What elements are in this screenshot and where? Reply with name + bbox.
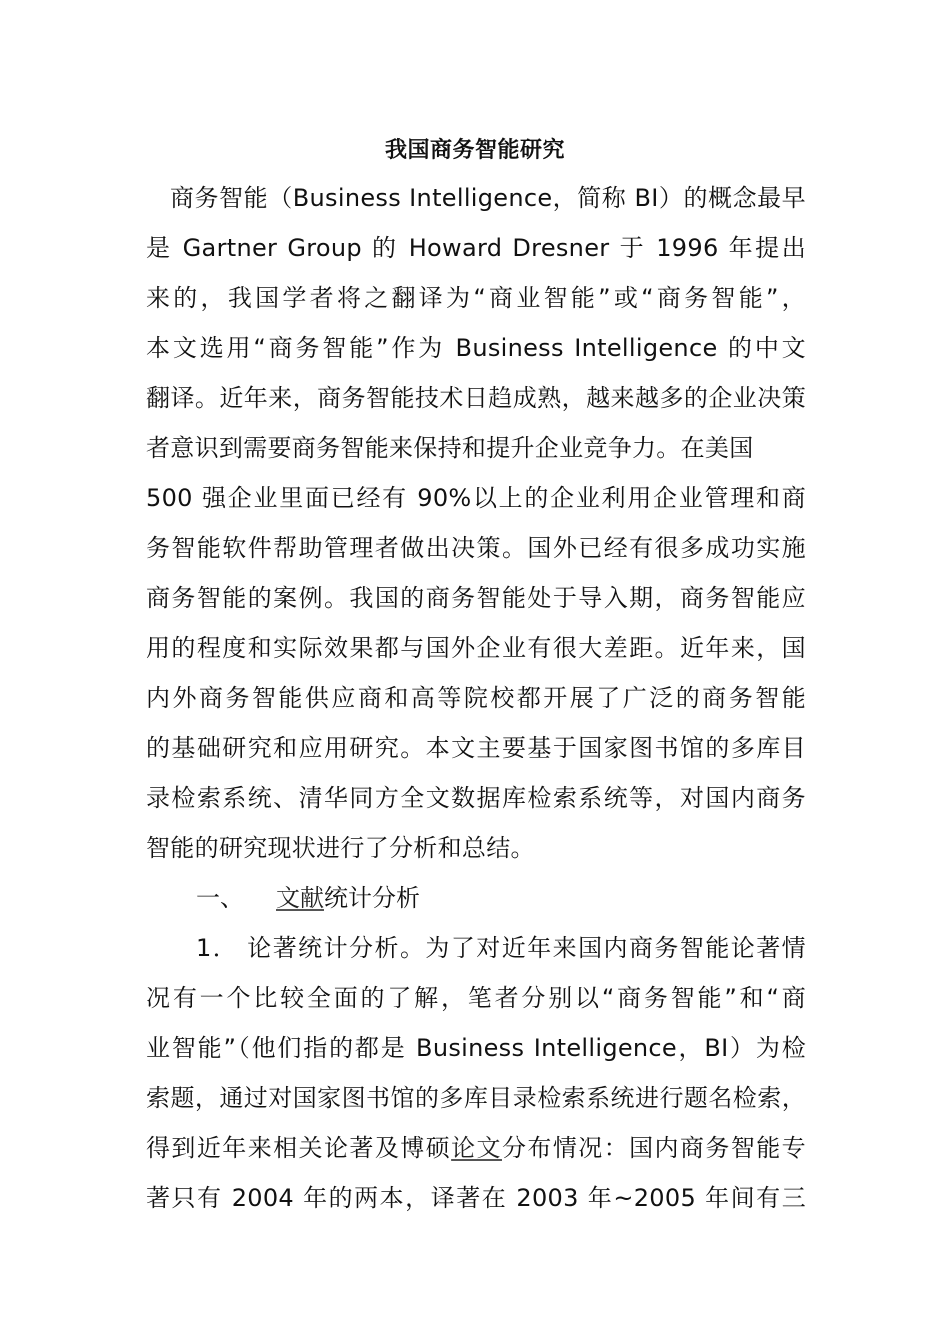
paragraph-line: 务智能软件帮助管理者做出决策。国外已经有很多成功实施	[146, 534, 806, 562]
paragraph-line: 内外商务智能供应商和高等院校都开展了广泛的商务智能	[146, 684, 806, 712]
line-text: 分布情况：国内商务智能专	[501, 1134, 806, 1162]
paragraph-line: 况有一个比较全面的了解，笔者分别以“商务智能”和“商	[146, 984, 806, 1012]
paragraph-line: 著只有 2004 年的两本，译著在 2003 年~2005 年间有三	[146, 1184, 806, 1212]
paragraph-line: 500 强企业里面已经有 90%以上的企业利用企业管理和商	[146, 484, 806, 512]
section-link-literature[interactable]: 文献	[276, 884, 324, 912]
paragraph-line: 索题，通过对国家图书馆的多库目录检索系统进行题名检索，	[146, 1084, 806, 1112]
document-title: 我国商务智能研究	[384, 138, 565, 163]
section-heading-text: 统计分析	[324, 884, 420, 912]
paragraph-line: 的基础研究和应用研究。本文主要基于国家图书馆的多库目	[146, 734, 806, 762]
paragraph-line: 智能的研究现状进行了分析和总结。	[146, 834, 535, 862]
paragraph-line: 者意识到需要商务智能来保持和提升企业竞争力。在美国	[146, 434, 754, 462]
line-text: 得到近年来相关论著及博硕	[146, 1134, 452, 1162]
paragraph-line: 商务智能的案例。我国的商务智能处于导入期，商务智能应	[146, 584, 806, 612]
paragraph-line: 是 Gartner Group 的 Howard Dresner 于 1996 年提出	[146, 234, 806, 262]
section-number: 一、	[196, 884, 244, 912]
item-text: 论著统计分析。为了对近年来国内商务智能论著情	[247, 934, 806, 962]
paragraph-line	[196, 930, 806, 966]
item-number: 1．	[196, 934, 239, 962]
paragraph-line: 业智能”（他们指的都是 Business Intelligence，BI）为检	[146, 1034, 806, 1062]
paragraph-line: 本文选用“商务智能”作为 Business Intelligence 的中文	[146, 334, 806, 362]
paragraph-line: 商务智能（Business Intelligence，简称 BI）的概念最早	[170, 184, 806, 212]
paragraph-line	[146, 1130, 806, 1166]
section-heading	[196, 880, 420, 916]
paragraph-line: 录检索系统、清华同方全文数据库检索系统等，对国内商务	[146, 784, 806, 812]
paragraph-line: 翻译。近年来，商务智能技术日趋成熟，越来越多的企业决策	[146, 384, 806, 412]
paper-link[interactable]: 论文	[451, 1134, 502, 1162]
paragraph-line: 来的，我国学者将之翻译为“商业智能”或“商务智能”，	[146, 284, 806, 312]
paragraph-line: 用的程度和实际效果都与国外企业有很大差距。近年来，国	[146, 634, 806, 662]
